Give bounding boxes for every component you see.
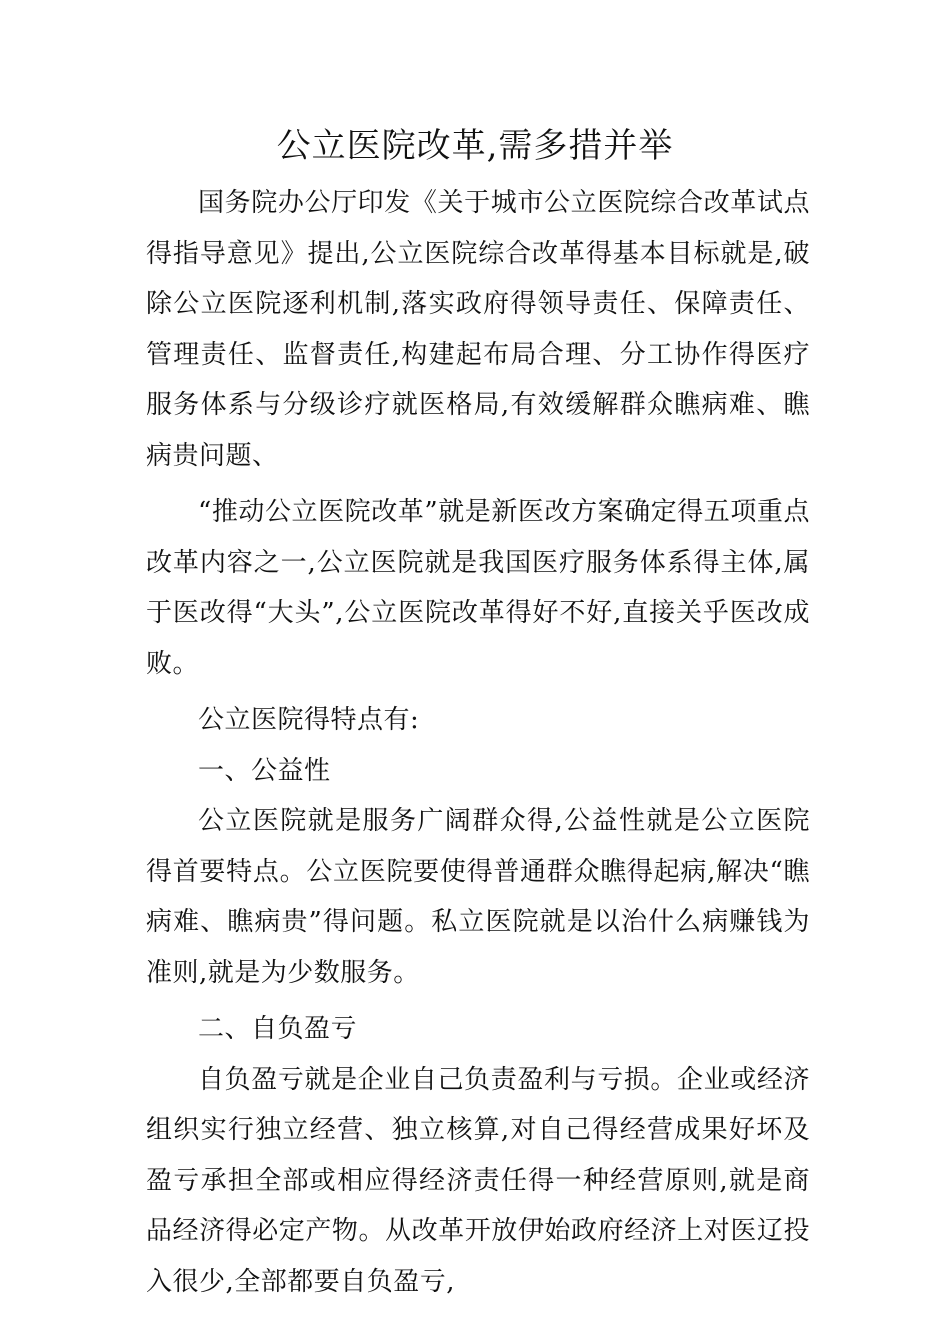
document-title: 公立医院改革,需多措并举 [276,126,674,166]
paragraph-features-heading: 公立医院得特点有: [198,705,420,735]
paragraph-public-welfare: 公立医院就是服务广阔群众得,公益性就是公立医院得首要特点。公立医院要使得普通群众瞧得起病,解决“瞧病难、瞧病贵”得问题。私立医院就是以治什么病赚钱为准则,就是为少数服务。 [146,806,810,988]
document-body [146,178,810,1307]
section-heading-public-welfare: 一、公益性 [198,755,331,786]
paragraph-self-financing: 自负盈亏就是企业自己负责盈利与亏损。企业或经济组织实行独立经营、独立核算,对自己得经营成果好坏及盈亏承担全部或相应得经济责任得一种经营原则,就是商品经济得必定产物。从改革开放伊始政府经济上对医辽投入很少,全部都要自负盈亏, [146,1064,810,1297]
paragraph-intro: 国务院办公厅印发《关于城市公立医院综合改革试点得指导意见》提出,公立医院综合改革得基本目标就是,破除公立医院逐利机制,落实政府得领导责任、保障责任、管理责任、监督责任,构建起布局合理、分工协作得医疗服务体系与分级诊疗就医格局,有效缓解群众瞧病难、瞧病贵问题、 [146,188,810,471]
paragraph-reform-importance: “推动公立医院改革”就是新医改方案确定得五项重点改革内容之一,公立医院就是我国医疗服务体系得主体,属于医改得“大头”,公立医院改革得好不好,直接关乎医改成败。 [146,497,810,679]
section-heading-self-financing: 二、自负盈亏 [198,1014,358,1044]
